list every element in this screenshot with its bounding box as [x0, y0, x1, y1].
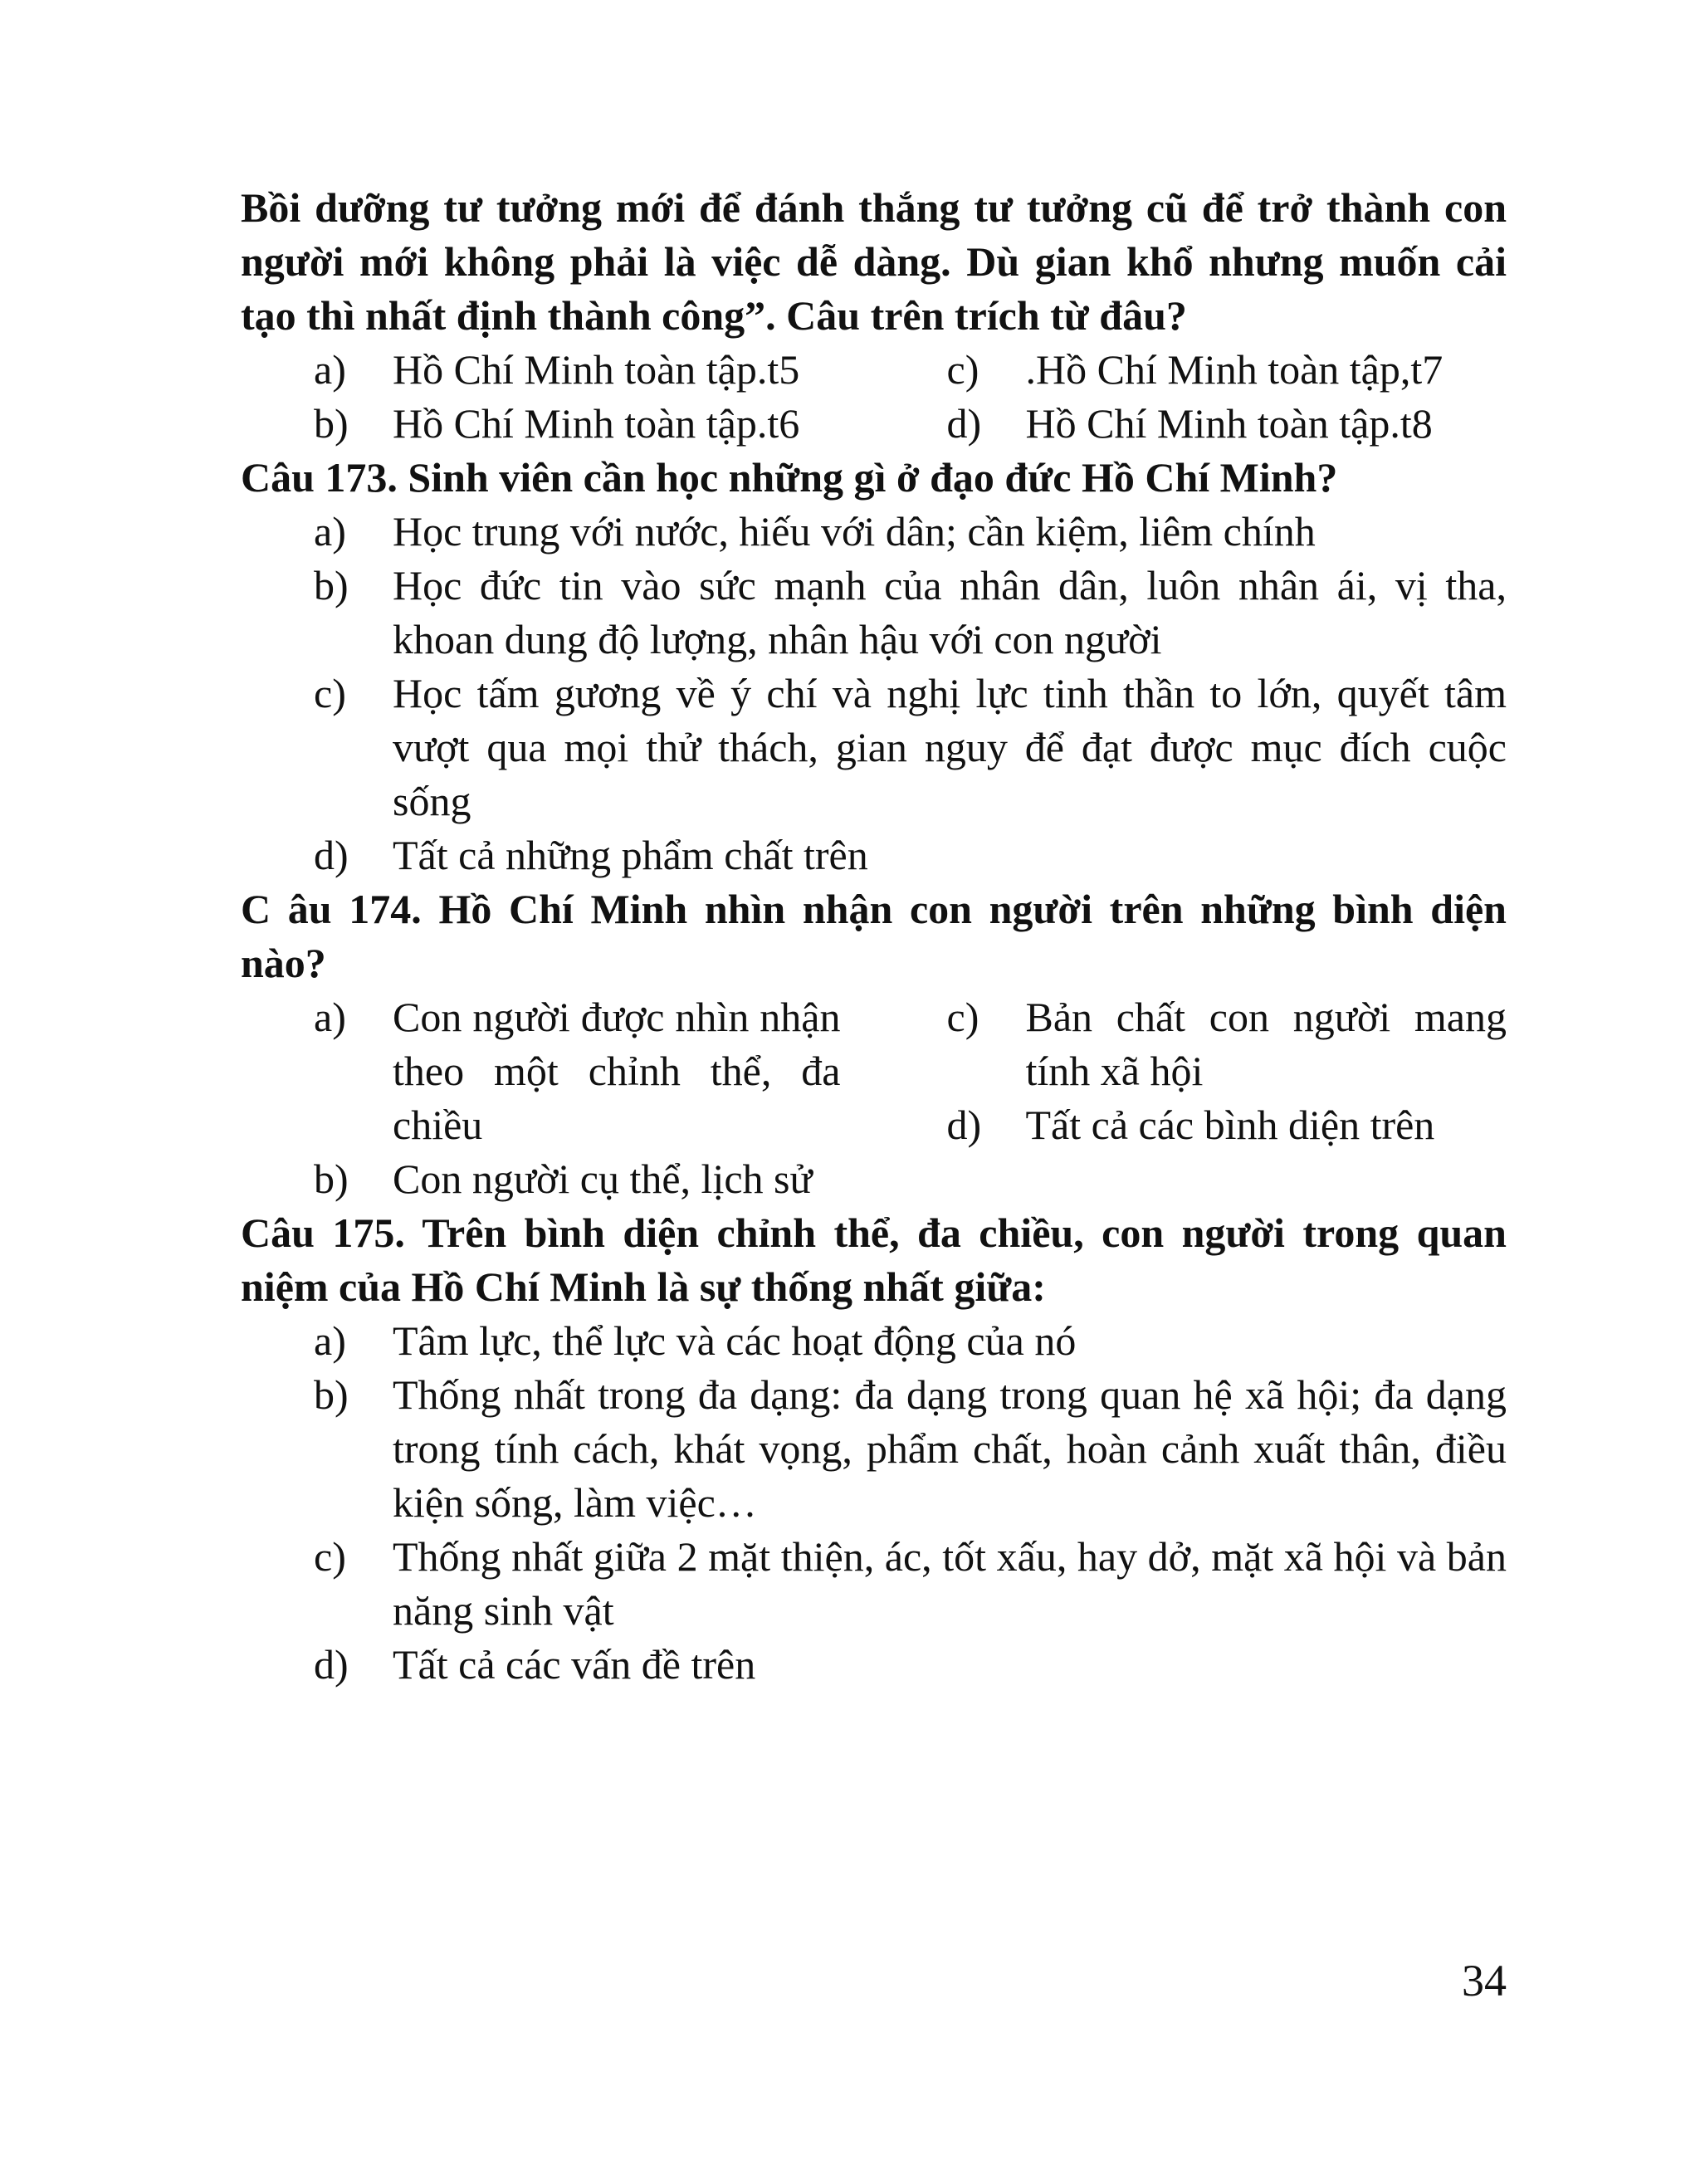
question-172-options: [241, 343, 1507, 451]
options-left-column: [241, 990, 874, 1206]
page-number: 34: [1462, 1956, 1507, 2006]
option-text: Tất cả các vấn đề trên: [393, 1641, 756, 1688]
option-label: c): [946, 346, 979, 393]
question-174-options: [241, 990, 1507, 1206]
option-label: a): [314, 1317, 346, 1364]
option-c: [907, 990, 1507, 1098]
option-label: c): [314, 1533, 346, 1580]
option-text: Hồ Chí Minh toàn tập.t8: [1025, 400, 1433, 447]
question-173-options: [241, 505, 1507, 882]
option-c: [241, 1530, 1507, 1638]
option-text: Thống nhất trong đa dạng: đa dạng trong quan hệ xã hội; đa dạng trong tính cách, khát vọng, phẩm chất, hoàn cảnh xuất thân, điều kiện sống, làm việc…: [393, 1371, 1507, 1526]
question-173-title: Câu 173. Sinh viên cần học những gì ở đạo đức Hồ Chí Minh?: [241, 454, 1338, 501]
option-text: Tất cả các bình diện trên: [1025, 1102, 1435, 1148]
option-b: [241, 397, 841, 451]
option-label: d): [946, 400, 982, 447]
option-b: [241, 1368, 1507, 1530]
option-text: Con người cụ thể, lịch sử: [393, 1156, 813, 1202]
option-c: [907, 343, 1507, 397]
option-a: [241, 343, 841, 397]
option-d: [907, 1098, 1507, 1152]
option-text: Hồ Chí Minh toàn tập.t6: [393, 400, 800, 447]
option-a: [241, 505, 1507, 559]
option-text: Học tấm gương về ý chí và nghị lực tinh thần to lớn, quyết tâm vượt qua mọi thử thách, gian nguy để đạt được mục đích cuộc sống: [393, 670, 1507, 824]
option-label: a): [314, 508, 346, 555]
option-text: Con người được nhìn nhận theo một chỉnh thể, đa chiều: [393, 994, 841, 1148]
option-d: [241, 1638, 1507, 1692]
option-d: [241, 828, 1507, 882]
option-label: b): [314, 400, 349, 447]
option-text: Thống nhất giữa 2 mặt thiện, ác, tốt xấu, hay dở, mặt xã hội và bản năng sinh vật: [393, 1533, 1507, 1634]
question-175-title: Câu 175. Trên bình diện chỉnh thể, đa chiều, con người trong quan niệm của Hồ Chí Minh là sự thống nhất giữa:: [241, 1209, 1507, 1310]
option-label: d): [946, 1102, 982, 1148]
option-a: [241, 990, 841, 1152]
option-label: a): [314, 994, 346, 1040]
option-b: [241, 1152, 841, 1206]
option-label: b): [314, 1371, 349, 1418]
option-label: a): [314, 346, 346, 393]
question-174-title: C âu 174. Hồ Chí Minh nhìn nhận con người trên những bình diện nào?: [241, 886, 1507, 986]
option-a: [241, 1314, 1507, 1368]
option-text: .Hồ Chí Minh toàn tập,t7: [1025, 346, 1444, 393]
option-text: Học đức tin vào sức mạnh của nhân dân, luôn nhân ái, vị tha, khoan dung độ lượng, nhân hậu với con người: [393, 562, 1507, 662]
option-label: c): [946, 994, 979, 1040]
option-b: [241, 559, 1507, 667]
option-label: c): [314, 670, 346, 716]
options-right-column: [874, 990, 1507, 1206]
options-left-column: [241, 343, 874, 451]
option-label: b): [314, 1156, 349, 1202]
question-172-text: Bồi dưỡng tư tưởng mới để đánh thắng tư tưởng cũ để trở thành con người mới không phải là việc dễ dàng. Dù gian khổ nhưng muốn cải tạo thì nhất định thành công”. Câu trên trích từ đâu?: [241, 184, 1507, 339]
option-d: [907, 397, 1507, 451]
document-page: [241, 181, 1507, 1692]
option-label: d): [314, 832, 349, 878]
option-label: b): [314, 562, 349, 608]
question-175-options: [241, 1314, 1507, 1692]
option-text: Tâm lực, thể lực và các hoạt động của nó: [393, 1317, 1077, 1364]
option-text: Hồ Chí Minh toàn tập.t5: [393, 346, 800, 393]
option-text: Bản chất con người mang tính xã hội: [1025, 994, 1507, 1094]
option-text: Học trung với nước, hiếu với dân; cần kiệm, liêm chính: [393, 508, 1316, 555]
options-right-column: [874, 343, 1507, 451]
option-label: d): [314, 1641, 349, 1688]
option-c: [241, 667, 1507, 828]
option-text: Tất cả những phẩm chất trên: [393, 832, 868, 878]
